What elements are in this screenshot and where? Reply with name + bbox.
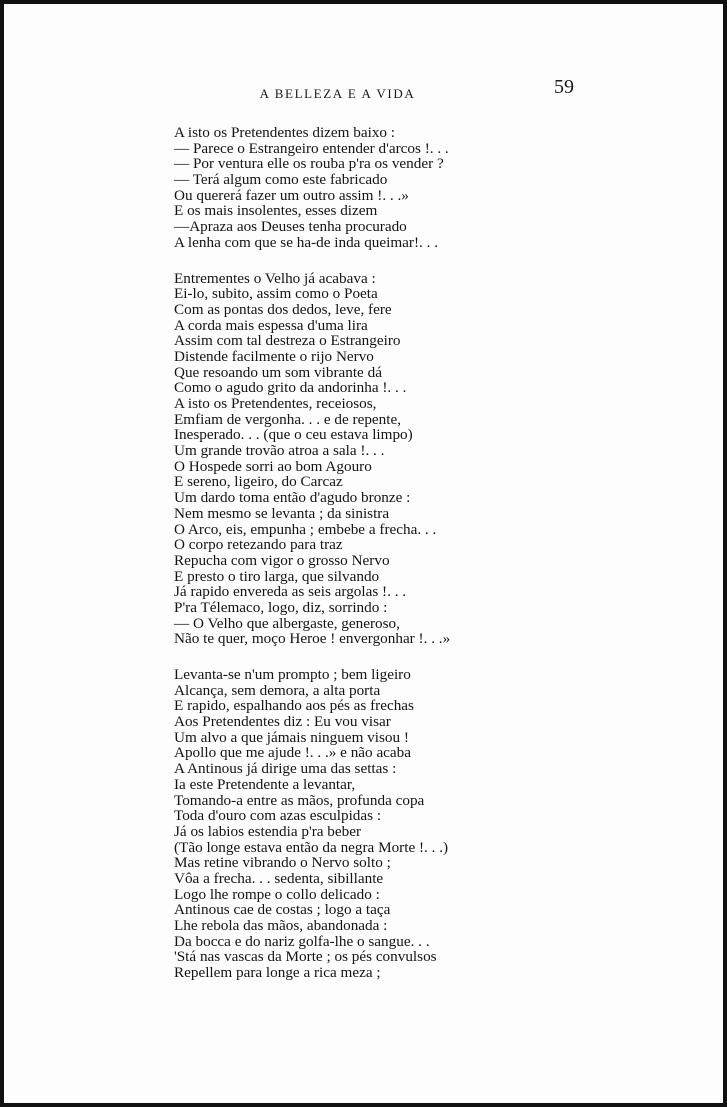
- poem-line: E presto o tiro larga, que silvando: [174, 567, 380, 585]
- poem-body: [174, 125, 504, 981]
- poem-line: Um alvo a que jámais ninguem visou !: [174, 728, 409, 746]
- poem-line: Nem mesmo se levanta ; da sinistra: [174, 504, 390, 522]
- poem-line: Repellem para longe a rica meza ;: [174, 964, 381, 982]
- poem-line: Inesperado. . . (que o ceu estava limpo): [174, 426, 413, 444]
- poem-line: Já os labios estendia p'ra beber: [174, 822, 362, 840]
- poem-line: P'ra Télemaco, logo, diz, sorrindo :: [174, 598, 388, 616]
- poem-line: O Arco, eis, empunha ; embebe a frecha. . .: [174, 520, 437, 538]
- poem-line: Assim com tal destreza o Estrangeiro: [174, 332, 401, 350]
- poem-line: Aos Pretendentes diz : Eu vou visar: [174, 713, 391, 731]
- stanza: [174, 667, 504, 981]
- poem-line: Antinous cae de costas ; logo a taça: [174, 901, 391, 919]
- poem-line: Um dardo toma então d'agudo bronze :: [174, 489, 411, 507]
- poem-line: Já rapido envereda as seis argolas !. . .: [174, 583, 407, 601]
- poem-line: —Apraza aos Deuses tenha procurado: [174, 218, 407, 236]
- poem-line: Logo lhe rompe o collo delicado :: [174, 885, 380, 903]
- poem-line: Ou quererá fazer um outro assim !. . .»: [174, 186, 409, 204]
- poem-line: A corda mais espessa d'uma lira: [174, 316, 368, 334]
- poem-line: Lhe rebola das mãos, abandonada :: [174, 917, 388, 934]
- stanza: [174, 125, 504, 251]
- poem-line: Repucha com vigor o grosso Nervo: [174, 551, 390, 569]
- poem-line: — O Velho que albergaste, generoso,: [174, 614, 400, 632]
- stanza: [174, 271, 504, 648]
- poem-line: Entrementes o Velho já acabava :: [174, 269, 376, 287]
- running-title: A BELLEZA E A VIDA: [259, 86, 416, 101]
- poem-line: Ia este Pretendente a levantar,: [174, 775, 356, 793]
- poem-line: E rapido, espalhando aos pés as frechas: [174, 697, 414, 715]
- poem-line: Distende facilmente o rijo Nervo: [174, 347, 374, 365]
- poem-line: E os mais insolentes, esses dizem: [174, 202, 378, 220]
- poem-line: Como o agudo grito da andorinha !. . .: [174, 379, 407, 397]
- poem-line: Um grande trovão atroa a sala !. . .: [174, 442, 385, 460]
- poem-line: Da bocca e do nariz golfa-lhe o sangue. . .: [174, 932, 430, 950]
- poem-line: A isto os Pretendentes dizem baixo :: [174, 124, 396, 141]
- poem-line: A lenha com que se ha-de inda queimar!. . .: [174, 233, 439, 251]
- page-number: 59: [554, 76, 574, 98]
- poem-line: Vôa a frecha. . . sedenta, sibillante: [174, 869, 384, 887]
- poem-line: Mas retine vibrando o Nervo solto ;: [174, 854, 391, 872]
- poem-line: Alcança, sem demora, a alta porta: [174, 681, 381, 699]
- poem-line: E sereno, ligeiro, do Carcaz: [174, 473, 343, 491]
- poem-line: A Antinous já dirige uma das settas :: [174, 760, 397, 778]
- poem-line: O corpo retezando para traz: [174, 536, 343, 554]
- poem-line: Levanta-se n'um prompto ; bem ligeiro: [174, 666, 411, 683]
- poem-line: Que resoando um som vibrante dá: [174, 363, 382, 381]
- poem-line: Com as pontas dos dedos, leve, fere: [174, 300, 392, 318]
- poem-line: (Tão longe estava então da negra Morte !. . .): [174, 838, 449, 856]
- poem-line: Tomando-a entre as mãos, profunda copa: [174, 791, 425, 809]
- book-page: [4, 4, 723, 1103]
- poem-line: A isto os Pretendentes, receiosos,: [174, 395, 377, 412]
- poem-line: — Terá algum como este fabricado: [174, 171, 388, 189]
- poem-line: — Parece o Estrangeiro entender d'arcos !. . .: [174, 139, 449, 157]
- poem-line: Emfiam de vergonha. . . e de repente,: [174, 410, 402, 428]
- poem-line: Apollo que me ajude !. . .» e não acaba: [174, 744, 412, 762]
- poem-line: Toda d'ouro com azas esculpidas :: [174, 807, 382, 825]
- poem-line: Ei-lo, subito, assim como o Poeta: [174, 285, 378, 303]
- poem-line: O Hospede sorri ao bom Agouro: [174, 457, 372, 475]
- poem-line: 'Stá nas vascas da Morte ; os pés convulsos: [174, 948, 437, 966]
- poem-line: Não te quer, moço Heroe ! envergonhar !. . .»: [174, 630, 451, 648]
- poem-line: — Por ventura elle os rouba p'ra os vender ?: [174, 155, 444, 173]
